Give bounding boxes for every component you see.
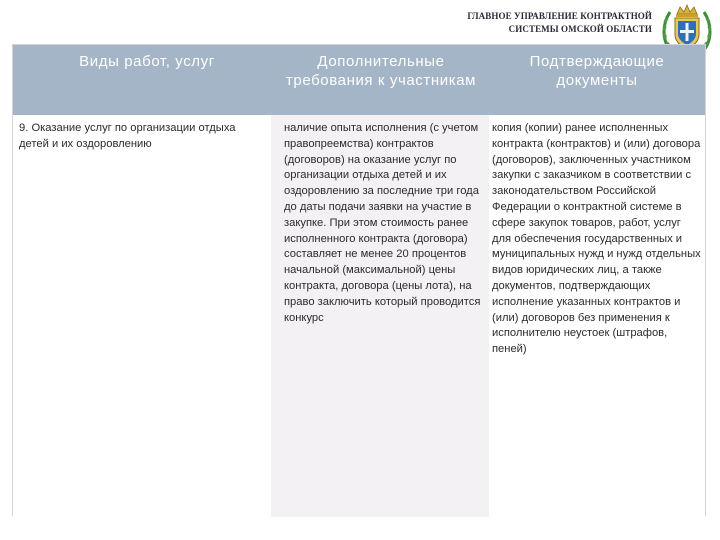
table-header-row	[13, 45, 705, 115]
header-requirements: Дополнительные требования к участникам	[285, 53, 477, 89]
org-header	[0, 0, 720, 44]
requirements-table	[12, 44, 706, 516]
header-documents: Подтверждающие документы	[529, 53, 665, 89]
cell-documents: копия (копии) ранее исполненных контракта (контрактов) и (или) договора (договоров), заключенных участником закупки с заказчиком в соответствии с законодательством Российской Федерации о контрактной системе в сфере закупок товаров, работ, услуг для обеспечения государственных и муниципальных нужд и нужд отдельных видов юридических лиц, а также документов, подтверждающих исполнение указанных контрактов и (или) договоров без применения к исполнителю неустоек (штрафов, пеней)	[492, 122, 701, 356]
org-name	[467, 10, 652, 36]
header-work-types: Виды работ, услуг	[79, 53, 215, 70]
cell-requirements: наличие опыта исполнения (с учетом правопреемства) контрактов (договоров) на оказание услуг по организации отдыха детей и их оздоровлению за последние три года до даты подачи заявки на участие в закупке. При этом стоимость ранее исполненного контракта (договора) составляет не менее 20 процентов начальной (максимальной) цены контракта, договора (цены лота), на право заключить который проводится конкурс	[284, 122, 481, 324]
org-name-line-2: СИСТЕМЫ ОМСКОЙ ОБЛАСТИ	[508, 24, 652, 34]
org-name-line-1: ГЛАВНОЕ УПРАВЛЕНИЕ КОНТРАКТНОЙ	[467, 11, 652, 21]
cell-work-type: 9. Оказание услуг по организации отдыха детей и их оздоровлению	[19, 122, 236, 150]
